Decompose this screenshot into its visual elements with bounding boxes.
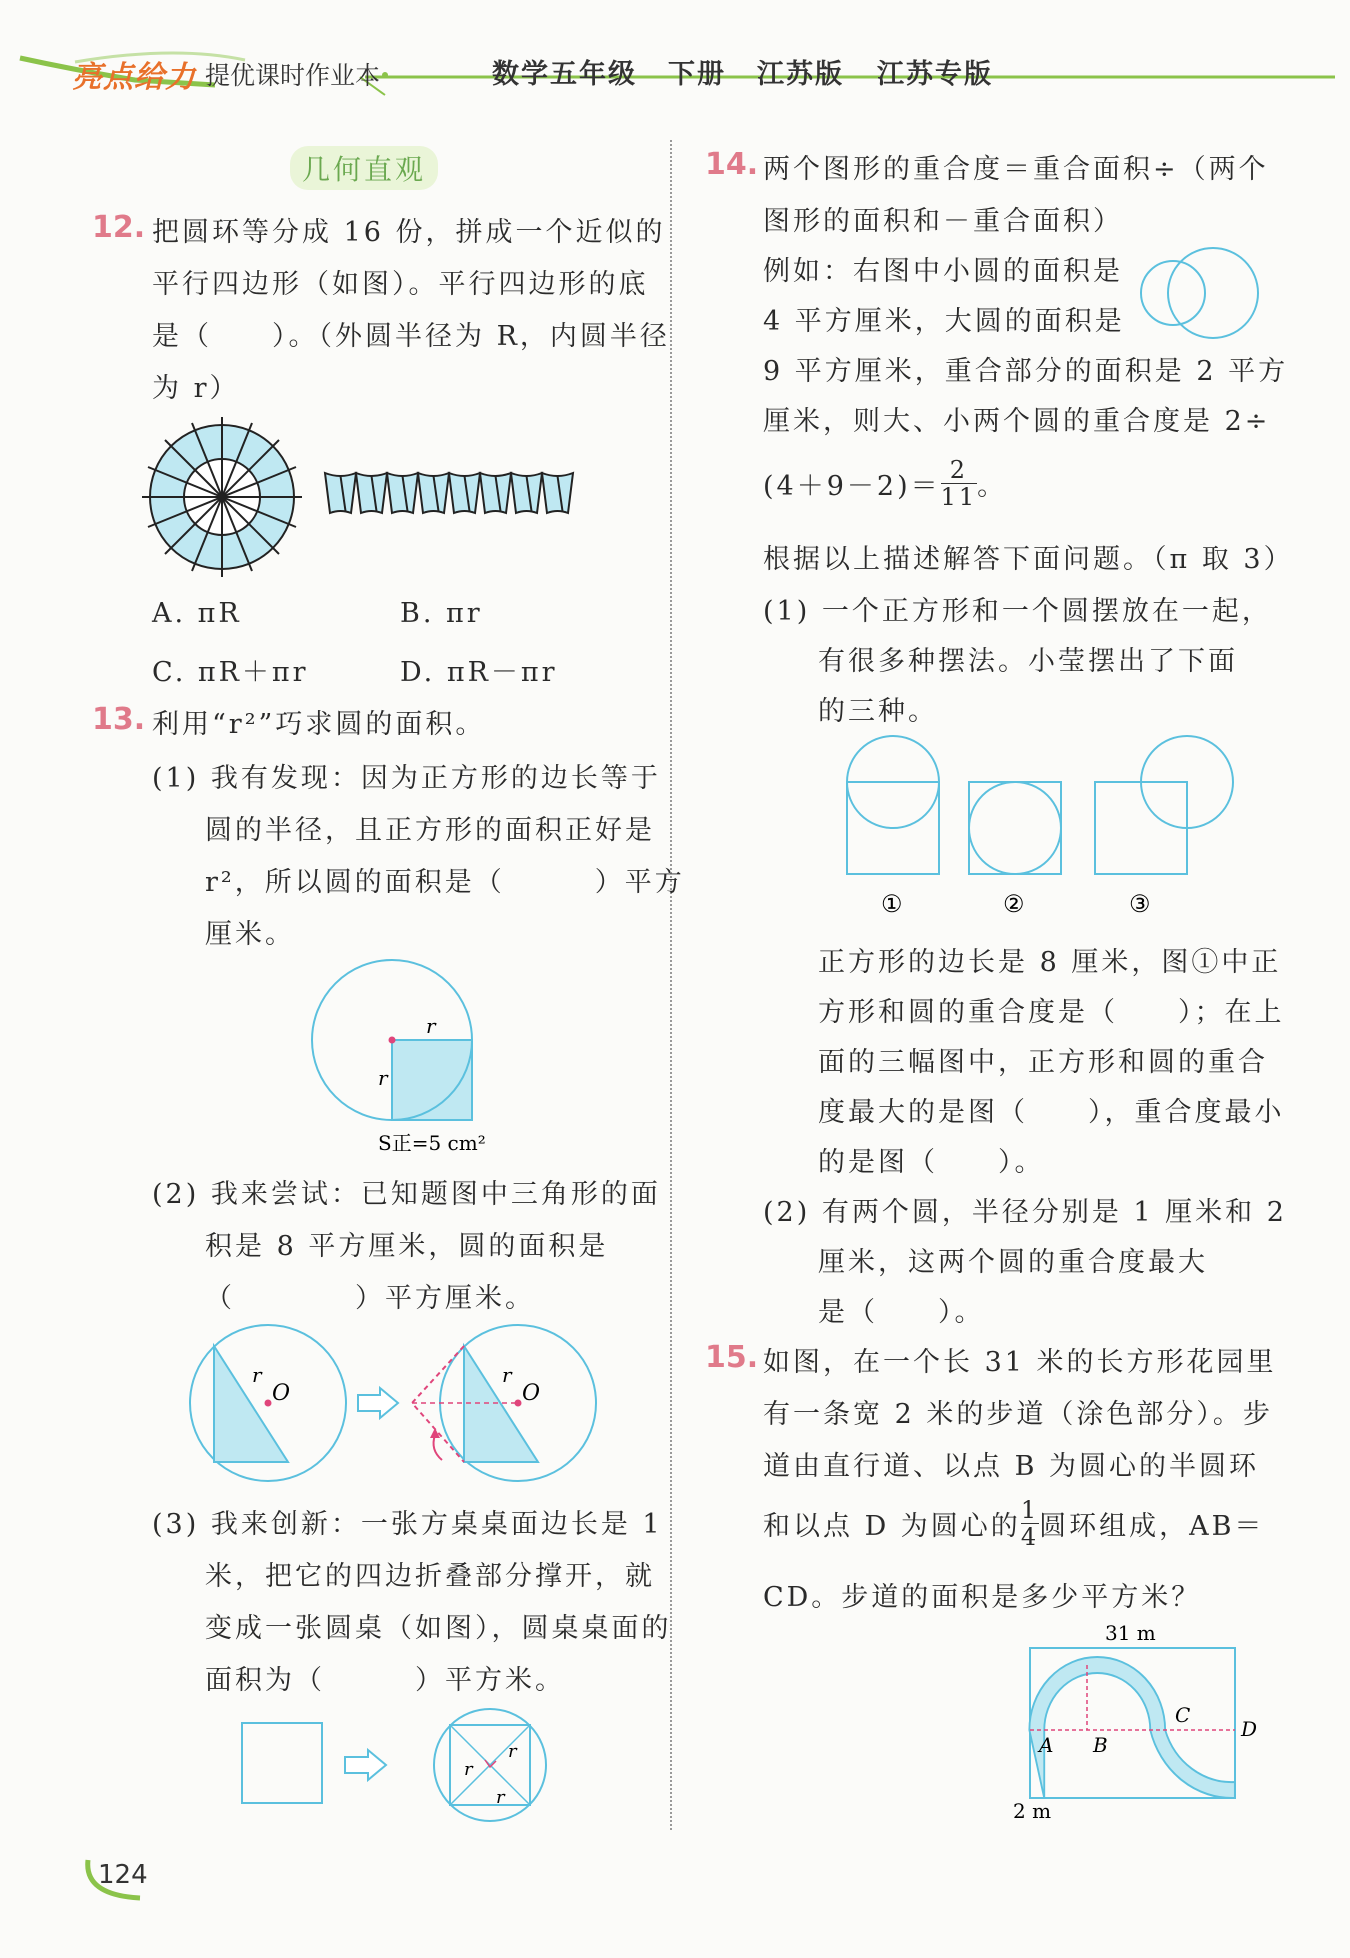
- width-label: 2 m: [1013, 1799, 1052, 1820]
- circle-square-figure: [300, 955, 500, 1160]
- brand-logo: 亮点给力: [72, 60, 196, 95]
- volume-label: 下册: [668, 59, 726, 90]
- square-circle-arrangements: [835, 730, 1255, 930]
- fraction: [1021, 1497, 1039, 1550]
- part-1-line: 面的三幅图中，正方形和圆的重合: [818, 1047, 1268, 1078]
- annulus-figure: [140, 415, 660, 580]
- question-text-line: 道由直行道、以点 B 为圆心的半圆环: [763, 1451, 1260, 1482]
- question-text-line: 为 r）: [152, 373, 240, 404]
- part-1-line: 圆的半径，且正方形的面积正好是: [205, 815, 655, 846]
- point-a-label: A: [1039, 1733, 1054, 1757]
- part-1-line: 方形和圆的重合度是（ ）；在上: [818, 997, 1285, 1028]
- part-2-line: (2) 我来尝试：已知题图中三角形的面: [152, 1179, 661, 1210]
- question-number: 15.: [705, 1340, 759, 1375]
- fraction-denominator: 4: [1020, 1522, 1040, 1551]
- part-1-line: 的三种。: [818, 696, 938, 727]
- radius-label: r: [508, 1741, 517, 1762]
- part-1-line: 度最大的是图（ ），重合度最小: [818, 1097, 1285, 1128]
- text-segment: 和以点 D 为圆心的: [763, 1510, 1021, 1542]
- point-c-label: C: [1175, 1703, 1191, 1727]
- table-fold-figure: [230, 1705, 560, 1830]
- edition-label: 江苏版: [757, 59, 844, 90]
- option-a: A. πR: [152, 598, 242, 629]
- length-label: 31 m: [1105, 1621, 1156, 1645]
- part-1-line: (1) 我有发现：因为正方形的边长等于: [152, 763, 661, 794]
- radius-label: r: [464, 1759, 473, 1780]
- part-2-line: 是（ ）。: [818, 1297, 985, 1328]
- radius-label: r: [378, 1066, 388, 1090]
- question-text-line: 是（ ）。（外圆半径为 R，内圆半径: [152, 321, 670, 352]
- question-text-line: [763, 1490, 1264, 1556]
- radius-label: r: [502, 1363, 512, 1387]
- fraction: [941, 457, 978, 510]
- question-text-line: 如图，在一个长 31 米的长方形花园里: [763, 1347, 1277, 1378]
- part-3-line: (3) 我来创新：一张方桌桌面边长是 1: [152, 1509, 663, 1540]
- formula-left: (4＋9－2)＝: [763, 470, 941, 502]
- figure-label-3: ③: [1129, 890, 1151, 918]
- part-3-line: 面积为（ ）平方米。: [205, 1665, 565, 1696]
- part-3-line: 变成一张圆桌（如图），圆桌桌面的: [205, 1613, 672, 1644]
- part-1-line: 有很多种摆法。小莹摆出了下面: [818, 646, 1238, 677]
- part-1-line: 的是图（ ）。: [818, 1147, 1045, 1178]
- series-title: 提优课时作业本: [205, 61, 381, 90]
- question-text-line: 例如：右图中小圆的面积是: [763, 256, 1123, 287]
- question-text-line: 厘米，则大、小两个圆的重合度是 2÷: [763, 406, 1271, 437]
- point-b-label: B: [1093, 1733, 1108, 1757]
- fraction-denominator: 11: [940, 482, 978, 511]
- column-divider: [670, 140, 672, 1830]
- page-number: 124: [98, 1860, 148, 1890]
- part-1-line: 厘米。: [205, 919, 295, 950]
- question-number: 13.: [92, 702, 146, 737]
- radius-label: r: [252, 1363, 262, 1387]
- question-text-line: CD。步道的面积是多少平方米？: [763, 1582, 1202, 1613]
- center-label: O: [272, 1381, 291, 1406]
- fraction-numerator: 2: [949, 455, 969, 484]
- part-2-line: 积是 8 平方厘米，圆的面积是: [205, 1231, 609, 1262]
- special-edition-label: 江苏专版: [877, 59, 993, 90]
- two-circles-figure: [1135, 245, 1265, 345]
- part-1-line: 正方形的边长是 8 厘米，图①中正: [818, 947, 1282, 978]
- text-segment: 圆环组成，AB＝: [1039, 1510, 1265, 1542]
- point-d-label: D: [1241, 1717, 1258, 1741]
- part-1-line: r²，所以圆的面积是（ ）平方: [205, 867, 685, 898]
- square-area-label: S正=5 cm²: [378, 1131, 486, 1155]
- question-text-line: 有一条宽 2 米的步道（涂色部分）。步: [763, 1399, 1273, 1430]
- figure-label-1: ①: [881, 890, 903, 918]
- option-b: B. πr: [400, 598, 483, 629]
- radius-label: r: [496, 1787, 505, 1808]
- center-label: O: [522, 1381, 541, 1406]
- question-text-line: 4 平方厘米，大圆的面积是: [763, 306, 1125, 337]
- question-text-line: 把圆环等分成 16 份，拼成一个近似的: [152, 217, 666, 248]
- question-number: 14.: [705, 147, 759, 182]
- question-text-line: 平行四边形（如图）。平行四边形的底: [152, 269, 649, 300]
- part-1-line: (1) 一个正方形和一个圆摆放在一起，: [763, 596, 1272, 627]
- question-text-line: 两个图形的重合度＝重合面积÷（两个: [763, 154, 1269, 185]
- radius-label: r: [426, 1014, 436, 1038]
- garden-path-figure: [1005, 1620, 1275, 1820]
- question-number: 12.: [92, 210, 146, 245]
- triangle-circle-figure: [180, 1320, 620, 1490]
- part-3-line: 米，把它的四边折叠部分撑开，就: [205, 1561, 655, 1592]
- part-2-line: (2) 有两个圆，半径分别是 1 厘米和 2: [763, 1197, 1287, 1228]
- subject-label: 数学五年级: [492, 59, 637, 90]
- section-title: 几何直观: [290, 146, 438, 190]
- figure-label-2: ②: [1003, 890, 1025, 918]
- option-c: C. πR＋πr: [152, 657, 309, 688]
- option-d: D. πR－πr: [400, 657, 558, 688]
- question-text-line: 图形的面积和－重合面积）: [763, 206, 1123, 237]
- instruction-line: 根据以上描述解答下面问题。（π 取 3）: [763, 544, 1294, 575]
- question-text-line: 9 平方厘米，重合部分的面积是 2 平方: [763, 356, 1289, 387]
- part-2-line: （ ）平方厘米。: [205, 1283, 535, 1314]
- part-2-line: 厘米，这两个圆的重合度最大: [818, 1247, 1208, 1278]
- formula-line: [763, 450, 1007, 516]
- formula-end: 。: [977, 470, 1008, 502]
- fraction-numerator: 1: [1020, 1495, 1040, 1524]
- question-title: 利用“r²”巧求圆的面积。: [152, 709, 486, 740]
